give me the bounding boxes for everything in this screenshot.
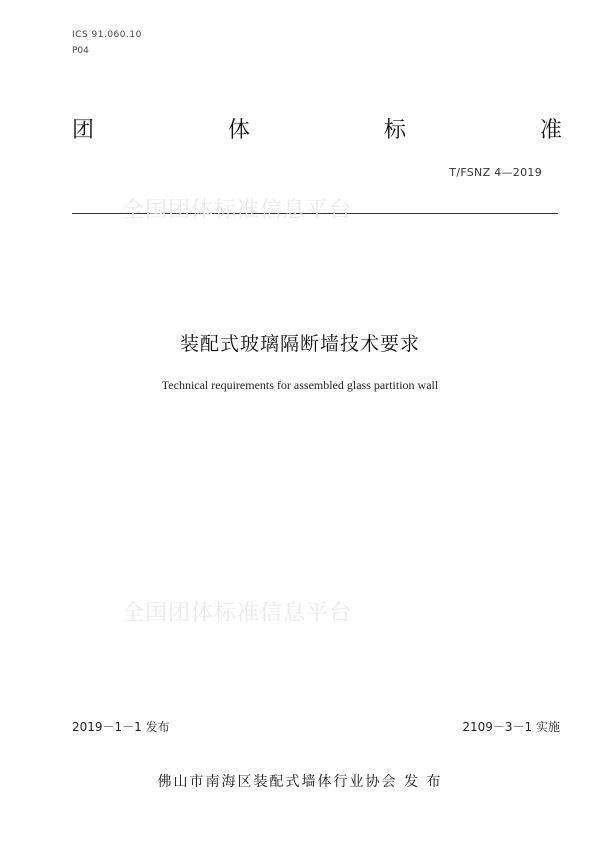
doc-type-char-1: 团 <box>72 118 95 143</box>
ics-code: ICS 91.060.10 <box>72 30 142 40</box>
publisher-line: 佛山市南海区装配式墙体行业协会 发 布 <box>157 774 443 790</box>
watermark-top: 全国团体标准信息平台 <box>122 198 353 223</box>
doc-type-char-4: 准 <box>539 118 562 143</box>
document-type-heading <box>72 113 562 144</box>
watermark-bottom: 全国团体标准信息平台 <box>122 601 353 626</box>
publish-date: 2019－1－1 发布 <box>72 720 170 734</box>
implementation-date: 2109－3－1 实施 <box>462 720 560 734</box>
title-english: Technical requirements for assembled glass partition wall <box>161 378 439 392</box>
standard-number: T/FSNZ 4—2019 <box>449 166 542 179</box>
title-chinese: 装配式玻璃隔断墙技术要求 <box>179 333 420 355</box>
ccs-code: P04 <box>72 46 89 56</box>
doc-type-char-3: 标 <box>383 118 406 143</box>
doc-type-char-2: 体 <box>227 118 250 143</box>
